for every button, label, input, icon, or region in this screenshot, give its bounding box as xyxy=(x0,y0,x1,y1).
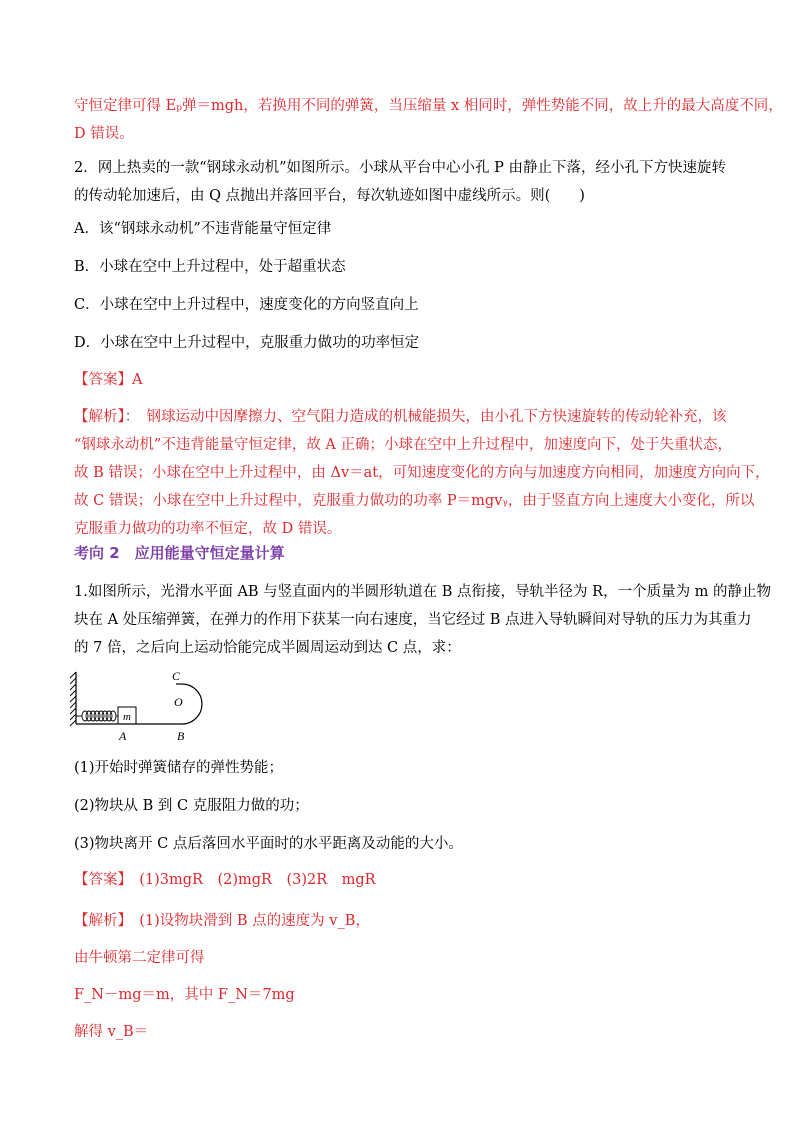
q1-sub-3: (3)物块离开 C 点后落回水平面时的水平距离及动能的大小。 xyxy=(74,836,463,852)
prev-solution-line: D 错误。 xyxy=(74,126,134,142)
prev-solution-line: 守恒定律可得 Eₚ弹＝mgh，若换用不同的弹簧，当压缩量 x 相同时，弹性势能不同，故上升的最大高度不同， xyxy=(74,98,783,114)
q1-stem-line: 的 7 倍，之后向上运动恰能完成半圆周运动到达 C 点，求： xyxy=(74,640,461,656)
q1-analysis-line: 由牛顿第二定律可得 xyxy=(74,950,205,966)
q2-analysis-line: 故 B 错误；小球在空中上升过程中，由 Δv＝at，可知速度变化的方向与加速度方向相同，加速度方向向下， xyxy=(74,465,770,481)
label-O: O xyxy=(174,695,183,709)
q1-sub-1: (1)开始时弹簧储存的弹性势能； xyxy=(74,760,284,776)
q1-stem-line: 1.如图所示，光滑水平面 AB 与竖直面内的半圆形轨道在 B 点衔接，导轨半径为 R，一个质量为 m 的静止物 xyxy=(74,584,772,600)
spring-track-figure xyxy=(66,664,236,744)
label-m: m xyxy=(123,711,131,723)
label-C: C xyxy=(172,669,181,683)
q2-option-c: C．小球在空中上升过程中，速度变化的方向竖直向上 xyxy=(74,297,419,313)
q1-stem xyxy=(74,578,772,662)
section-heading: 考向 2 应用能量守恒定量计算 xyxy=(74,544,285,562)
q1-analysis-line: 【解析】 (1)设物块滑到 B 点的速度为 v_B， xyxy=(74,913,370,929)
q2-stem-line: 的传动轮加速后，由 Q 点抛出并落回平台，每次轨迹如图中虚线所示。则( ) xyxy=(74,188,585,204)
q2-answer: 【答案】A xyxy=(74,372,143,388)
label-A: A xyxy=(119,729,127,743)
q2-option-b: B．小球在空中上升过程中，处于超重状态 xyxy=(74,259,346,275)
prev-solution xyxy=(74,92,783,148)
spring-coils xyxy=(76,711,118,721)
semicircle-track xyxy=(182,684,202,724)
q1-sub-2: (2)物块从 B 到 C 克服阻力做的功； xyxy=(74,798,309,814)
q1-answer: 【答案】 (1)3mgR (2)mgR (3)2R mgR xyxy=(74,872,376,888)
q1-analysis xyxy=(74,903,742,1051)
q2-option-a: A．该“钢球永动机”不违背能量守恒定律 xyxy=(74,221,332,237)
wall-hatch xyxy=(70,672,76,726)
q2-stem xyxy=(74,154,742,210)
q2-analysis-line: 克服重力做功的功率不恒定，故 D 错误。 xyxy=(74,521,342,537)
q2-option-d: D．小球在空中上升过程中，克服重力做功的功率恒定 xyxy=(74,335,420,351)
q1-stem-line: 块在 A 处压缩弹簧，在弹力的作用下获某一向右速度，当它经过 B 点进入导轨瞬间对导轨的压力为其重力 xyxy=(74,612,752,628)
q2-analysis-line: 故 C 错误；小球在空中上升过程中，克服重力做功的功率 P＝mgvᵧ，由于竖直方向上速度大小变化，所以 xyxy=(74,493,755,509)
q1-analysis-line: F_N－mg＝m，其中 F_N＝7mg xyxy=(74,987,295,1003)
q1-analysis-line: 解得 v_B＝ xyxy=(74,1024,149,1040)
q2-analysis-line: 【解析】： 钢球运动中因摩擦力、空气阻力造成的机械能损失，由小孔下方快速旋转的传动轮补充，该 xyxy=(74,409,727,425)
q2-analysis xyxy=(74,403,770,543)
q2-analysis-line: “钢球永动机”不违背能量守恒定律，故 A 正确；小球在空中上升过程中，加速度向下，处于失重状态， xyxy=(74,437,733,453)
q2-stem-line: 2．网上热卖的一款“钢球永动机”如图所示。小球从平台中心小孔 P 由静止下落，经小孔下方快速旋转 xyxy=(74,160,727,176)
label-B: B xyxy=(177,729,185,743)
